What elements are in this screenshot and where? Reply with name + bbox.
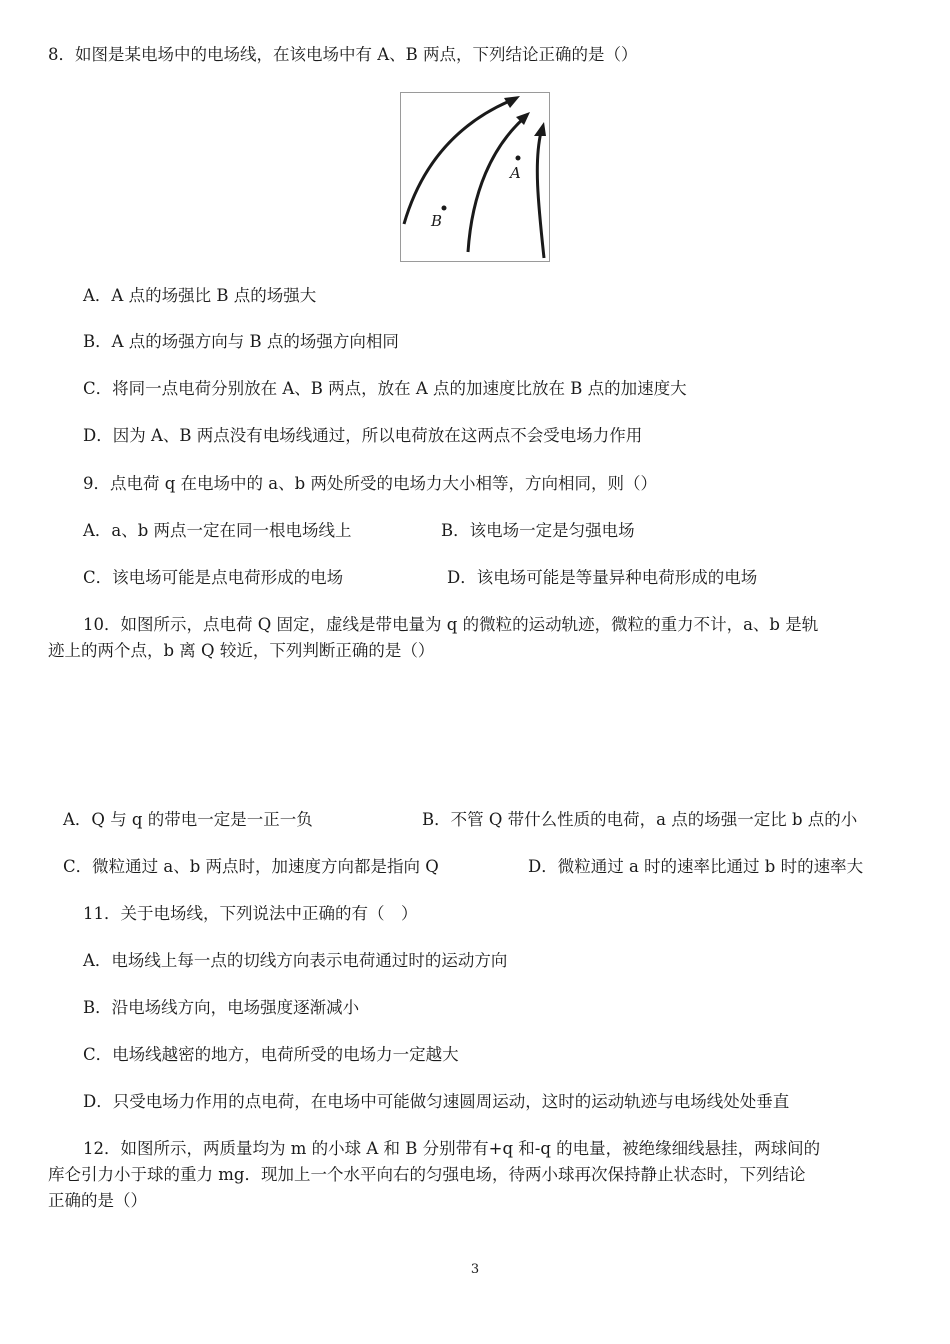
q12-stem-line-2: 库仑引力小于球的重力 mg．现加上一个水平向右的匀强电场，待两小球再次保持静止状态时，下列结论 [48,1165,806,1184]
q10-option-a: A．Q 与 q 的带电一定是一正一负 [63,810,313,829]
point-b-dot [442,206,447,211]
page-number: 3 [470,1262,480,1277]
q9-option-d: D．该电场可能是等量异种电荷形成的电场 [447,568,758,587]
q11-option-b: B．沿电场线方向，电场强度逐渐减小 [83,998,360,1017]
q9-option-b: B．该电场一定是匀强电场 [441,521,635,540]
q8-option-a: A．A 点的场强比 B 点的场强大 [83,286,317,305]
q11-stem: 11．关于电场线，下列说法中正确的有（ ） [83,904,418,923]
q8-option-c: C．将同一点电荷分别放在 A、B 两点，放在 A 点的加速度比放在 B 点的加速度大 [83,379,687,398]
point-a-label: A [510,164,521,182]
q11-option-c: C．电场线越密的地方，电荷所受的电场力一定越大 [83,1045,459,1064]
q11-option-d: D．只受电场力作用的点电荷，在电场中可能做匀速圆周运动，这时的运动轨迹与电场线处处垂直 [83,1092,790,1111]
q10-stem-line-2: 迹上的两个点，b 离 Q 较近，下列判断正确的是（） [48,641,435,660]
field-lines-svg [400,92,550,262]
q10-option-c: C．微粒通过 a、b 两点时，加速度方向都是指向 Q [63,857,439,876]
point-a-dot [516,156,521,161]
point-b-label: B [431,212,443,230]
q9-option-a: A．a、b 两点一定在同一根电场线上 [83,521,352,540]
q12-stem-line-1: 12．如图所示，两质量均为 m 的小球 A 和 B 分别带有+q 和-q 的电量，被绝缘细线悬挂，两球间的 [83,1139,821,1158]
q9-option-c: C．该电场可能是点电荷形成的电场 [83,568,344,587]
q10-stem-line-1: 10．如图所示，点电荷 Q 固定，虚线是带电量为 q 的微粒的运动轨迹，微粒的重力不计，a、b 是轨 [83,615,819,634]
electric-field-lines-figure [400,92,550,262]
q9-stem: 9．点电荷 q 在电场中的 a、b 两处所受的电场力大小相等，方向相同，则（） [83,474,657,493]
q8-stem: 8．如图是某电场中的电场线，在该电场中有 A、B 两点，下列结论正确的是（） [48,45,638,64]
q8-option-b: B．A 点的场强方向与 B 点的场强方向相同 [83,332,399,351]
q12-stem-line-3: 正确的是（） [48,1191,147,1210]
q10-option-d: D．微粒通过 a 时的速率比通过 b 时的速率大 [528,857,864,876]
q8-option-d: D．因为 A、B 两点没有电场线通过，所以电荷放在这两点不会受电场力作用 [83,426,643,445]
q11-option-a: A．电场线上每一点的切线方向表示电荷通过时的运动方向 [83,951,508,970]
q10-option-b: B．不管 Q 带什么性质的电荷，a 点的场强一定比 b 点的小 [422,810,858,829]
